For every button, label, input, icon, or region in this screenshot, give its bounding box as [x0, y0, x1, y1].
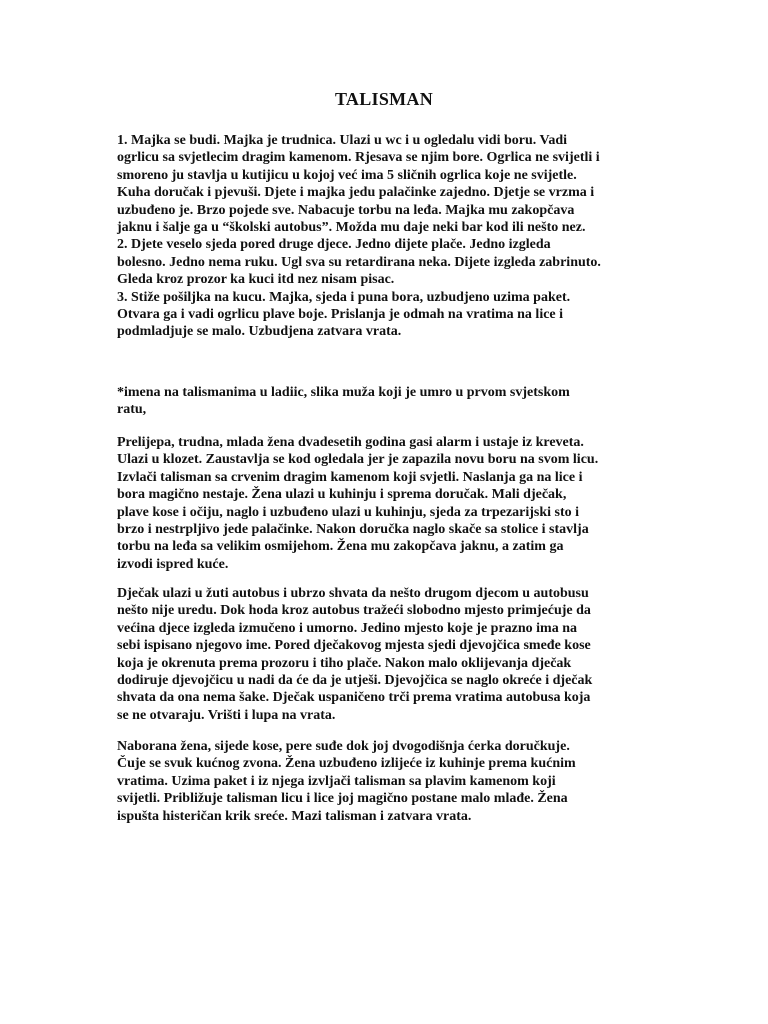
text-line: bora magično nestaje. Žena ulazi u kuhinju i sprema doručak. Mali dječak,: [117, 487, 567, 503]
text-line: podmladjuje se malo. Uzbudjena zatvara vrata.: [117, 324, 402, 340]
text-line: Dječak ulazi u žuti autobus i ubrzo shvata da nešto drugom djecom u autobusu: [117, 586, 589, 601]
text-line: brzo i nestrpljivo jede palačinke. Nakon doručka naglo skače sa stolice i stavlja: [117, 522, 589, 538]
text-line: *imena na talismanima u ladiic, slika muža koji je umro u prvom svjetskom: [117, 385, 570, 400]
text-line: Gleda kroz prozor ka kuci itd nez nisam pisac.: [117, 272, 395, 288]
text-line: Čuje se svuk kućnog zvona. Žena uzbuđeno izlijeće iz kuhinje prema kućnim: [117, 756, 576, 772]
text-line: ogrlicu sa svjetlecim dragim kamenom. Rjesava se njim bore. Ogrlica ne svijetli i: [117, 150, 600, 166]
text-line: 3. Stiže pošiljka na kucu. Majka, sjeda i puna bora, uzbudjeno uzima paket.: [117, 289, 571, 305]
text-line: svijetli. Približuje talisman licu i lice joj magično postane malo mlađe. Žena: [117, 791, 568, 807]
story-paragraph-1: [117, 434, 653, 573]
text-line: torbu na leđa sa velikim osmijehom. Žena mu zakopčava jaknu, a zatim ga: [117, 539, 564, 555]
text-line: Izvlači talisman sa crvenim dragim kamenom koji svjetli. Naslanja ga na lice i: [117, 469, 583, 485]
text-line: Kuha doručak i pjevuši. Djete i majka jedu palačinke zajedno. Djetje se vrzma i: [117, 185, 595, 201]
text-line: 2. Djete veselo sjeda pored druge djece. Jedno dijete plače. Jedno izgleda: [117, 237, 551, 253]
text-line: bolesno. Jedno nema ruku. Ugl sva su retardirana neka. Dijete izgleda zabrinuto.: [117, 254, 601, 270]
document-title: TALISMAN: [334, 89, 434, 109]
text-line: ratu,: [117, 402, 147, 418]
text-line: nešto nije uredu. Dok hoda kroz autobus tražeći slobodno mjesto primjećuje da: [117, 603, 591, 619]
text-line: sebi ispisano njegovo ime. Pored dječakovog mjesta sjedi djevojčica smeđe kose: [117, 638, 591, 654]
text-line: se ne otvaraju. Vrišti i lupa na vrata.: [117, 707, 336, 723]
text-line: plave kose i očiju, naglo i uzbuđeno ulazi u kuhinju, sjeda za trpezarijski sto i: [117, 504, 580, 520]
text-line: Naborana žena, sijede kose, pere suđe dok joj dvogodišnja ćerka doručkuje.: [117, 739, 570, 754]
story-paragraph-2: [117, 585, 653, 724]
text-line: uzbuđeno je. Brzo pojede sve. Nabacuje torbu na leđa. Majka mu zakopčava: [117, 202, 575, 218]
text-line: Ulazi u klozet. Zaustavlja se kod ogledala jer je zapazila novu boru na svom licu.: [117, 452, 599, 468]
text-line: 1. Majka se budi. Majka je trudnica. Ulazi u wc i u ogledalu vidi boru. Vadi: [117, 133, 568, 148]
text-line: jaknu i šalje ga u “školski autobus”. Možda mu daje neki bar kod ili nešto nez.: [117, 220, 586, 236]
text-line: većina djece izgleda izmučeno i umorno. Jedino mjesto koje je prazno ima na: [117, 620, 577, 636]
story-paragraph-3: [117, 738, 653, 825]
text-line: ispušta histeričan krik sreće. Mazi talisman i zatvara vrata.: [117, 808, 472, 824]
text-line: shvata da ona nema šake. Dječak uspaničeno trči prema vratima autobusa koja: [117, 690, 591, 706]
text-line: izvodi ispred kuće.: [117, 556, 229, 572]
outline-block: [117, 132, 653, 341]
text-line: smoreno ju stavlja u kutijicu u kojoj već ima 5 sličnih ogrlica koje ne svijetle.: [117, 167, 577, 183]
text-line: dodiruje djevojčicu u nadi da će da je utješi. Djevojčica se naglo okreće i dječak: [117, 673, 593, 689]
note-block: [117, 384, 653, 419]
text-line: koja je okrenuta prema prozoru i tiho plače. Nakon malo oklijevanja dječak: [117, 655, 572, 671]
text-line: vratima. Uzima paket i iz njega izvljači talisman sa plavim kamenom koji: [117, 773, 556, 789]
text-line: Prelijepa, trudna, mlada žena dvadesetih godina gasi alarm i ustaje iz kreveta.: [117, 435, 584, 450]
text-line: Otvara ga i vadi ogrlicu plave boje. Prislanja je odmah na vratima na lice i: [117, 307, 564, 323]
